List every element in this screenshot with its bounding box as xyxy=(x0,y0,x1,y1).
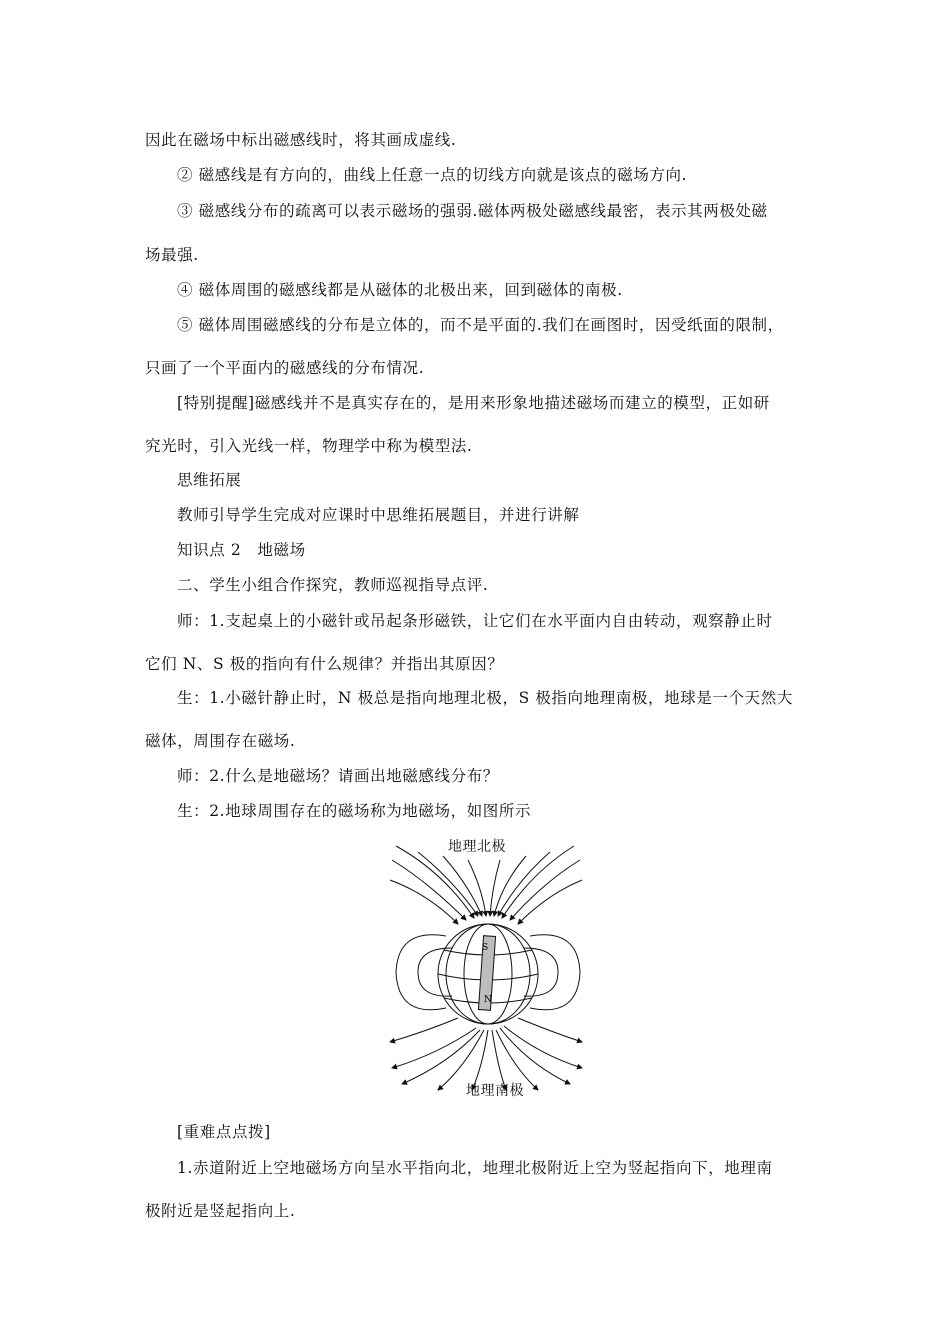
paragraph-line: 究光时，引入光线一样，物理学中称为模型法. xyxy=(145,437,473,455)
magnetic-field-diagram xyxy=(388,832,584,1100)
paragraph-line: 生：2.地球周围存在的磁场称为地磁场，如图所示 xyxy=(177,802,532,820)
geographic-north-label: 地理北极 xyxy=(448,839,506,855)
paragraph-line: ② 磁感线是有方向的，曲线上任意一点的切线方向就是该点的磁场方向. xyxy=(177,166,688,184)
earth-magnetic-field-figure xyxy=(388,832,584,1100)
paragraph-line: 师：2.什么是地磁场？请画出地磁感线分布？ xyxy=(177,767,499,785)
paragraph-line: [特别提醒]磁感线并不是真实存在的，是用来形象地描述磁场而建立的模型，正如研 xyxy=(177,394,770,412)
paragraph-line: 教师引导学生完成对应课时中思维拓展题目，并进行讲解 xyxy=(177,506,580,524)
paragraph-line: 场最强. xyxy=(145,246,199,264)
paragraph-line: 师：1.支起桌上的小磁针或吊起条形磁铁，让它们在水平面内自由转动，观察静止时 xyxy=(177,612,773,630)
section-heading: [重难点点拨] xyxy=(177,1123,271,1141)
paragraph-line: 1.赤道附近上空地磁场方向呈水平指向北，地理北极附近上空为竖起指向下，地理南 xyxy=(177,1159,773,1177)
paragraph-line: 极附近是竖起指向上. xyxy=(145,1202,296,1220)
paragraph-line: ⑤ 磁体周围磁感线的分布是立体的，而不是平面的.我们在画图时，因受纸面的限制， xyxy=(177,316,784,334)
geographic-south-label: 地理南极 xyxy=(466,1083,524,1099)
section-heading: 思维拓展 xyxy=(177,471,242,489)
paragraph-line: 生：1.小磁针静止时，N 极总是指向地理北极，S 极指向地理南极，地球是一个天然大 xyxy=(177,689,793,707)
magnet-n-label: N xyxy=(484,995,492,1005)
paragraph-line: ③ 磁感线分布的疏离可以表示磁场的强弱.磁体两极处磁感线最密，表示其两极处磁 xyxy=(177,202,768,220)
section-heading: 知识点 2 地磁场 xyxy=(177,541,306,559)
paragraph-line: 磁体，周围存在磁场. xyxy=(145,732,296,750)
paragraph-line: 只画了一个平面内的磁感线的分布情况. xyxy=(145,359,425,377)
paragraph-line: ④ 磁体周围的磁感线都是从磁体的北极出来，回到磁体的南极. xyxy=(177,281,623,299)
paragraph-line: 它们 N、S 极的指向有什么规律？并指出其原因？ xyxy=(145,655,504,673)
paragraph-line: 因此在磁场中标出磁感线时，将其画成虚线. xyxy=(145,131,457,149)
magnet-s-label: S xyxy=(482,943,489,953)
paragraph-line: 二、学生小组合作探究，教师巡视指导点评. xyxy=(177,576,489,594)
